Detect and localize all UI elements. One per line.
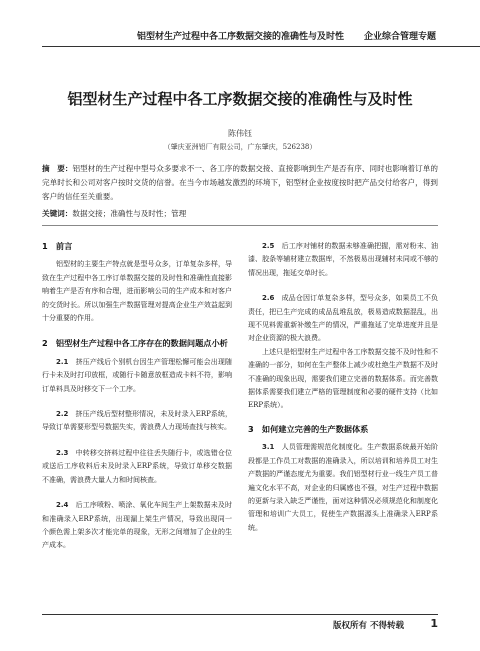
item-text: 挤压产线后个别机台因生产管理松懈可能会出现随行卡未及时打印放框，或随行卡随意放框造成卡料不符，影响订单料具及时移交下一个工序。: [42, 357, 233, 393]
article-affiliation: （肇庆亚洲铝厂有限公司，广东肇庆，526238）: [163, 143, 317, 151]
section-heading-3: 3 如何建立完善的生产数据体系: [248, 423, 369, 434]
item-text: 后工序对铺材的数据未够准确把握，需对粉末、油漆、胶条等辅材建立数据库，不然极易出现辅材未同或不够的情况出现，拖延交单时长。: [248, 242, 439, 277]
item-text: 挤压产线后型材整形情况，未及时录入ERP系统，导致订单需要形型号数据失实，需浪费人力现场查找与核实。: [42, 410, 233, 432]
paragraph-2-1: [42, 356, 232, 396]
right-column: [248, 240, 438, 535]
item-number: 3.1: [262, 443, 275, 452]
paragraph-3-1: [248, 441, 438, 535]
running-header: [0, 28, 480, 50]
header-title: 铝型材生产过程中各工序数据交接的准确性与及时性: [137, 32, 345, 42]
article-author: 陈伟钰: [228, 129, 252, 138]
item-text: 中转移交挤料过程中往往丢失随行卡，或选错仓位或送后工序收料后未及时录入ERP系统，导致订单移交数据不准确，需浪费大量人力和时间核查。: [42, 448, 233, 484]
item-number: 2.5: [262, 242, 275, 250]
left-column: [42, 240, 232, 553]
footer-copyright: 版权所有 不得转载: [333, 621, 404, 631]
item-number: 2.4: [56, 501, 69, 510]
keywords: [42, 207, 438, 221]
paragraph-summary: 上述只是铝型材生产过程中各工序数据交接不及时性和不准确的一部分，如何在生产整体上减少或杜绝生产数据不及时不准确的现象出现，需要我们建立完善的数据体系。而完善数据体系需要我们建立严格的管理制度和必要的硬件支持（比如ERP系统）。: [248, 347, 438, 410]
paragraph-2-2: [42, 408, 232, 435]
article-title: 铝型材生产过程中各工序数据交接的准确性与及时性: [67, 90, 413, 108]
header-bar: [42, 28, 480, 47]
abstract-divider: [42, 225, 438, 226]
page-number: 1: [430, 617, 438, 630]
paragraph-2-6: [248, 292, 438, 346]
paragraph-2-3: [42, 447, 232, 487]
paragraph-2-4: [42, 499, 232, 553]
abstract: [42, 162, 438, 204]
keywords-text: 数据交接；准确性与及时性；管理: [72, 209, 187, 218]
section-heading-1: 1 前言: [42, 241, 73, 251]
item-text: 成品仓因订单复杂多样，型号众多，如果员工不负责任，把已生产完成的成品乱堆乱放，极易造成数据混乱，出现不见料需重新补缴生产的情况，严重拖延了完单进度并且是对企业资源的极大浪费。: [248, 294, 439, 343]
header-section: 企业综合管理专题: [364, 32, 437, 42]
item-number: 2.1: [56, 357, 69, 366]
paragraph-2-5: [248, 240, 438, 280]
item-text: 后工序喷粉、喷涂、氧化车间生产上架数据未及时和准确录入ERP系统，出现漏上架生产情况，导致出现同一个颜色需上架多次才能完单的现象，无形之间增加了企业的生产成本。: [42, 501, 233, 550]
page-footer: [42, 614, 438, 633]
abstract-text: 铝型材的生产过程中型号众多要求不一、各工序的数据交接、直接影响到生产是否有序、同时也影响着订单的完单时长和公司对客户按时交货的信誉。在当今市场越发激烈的环境下，铝型材企业按度按时把产品交付给客户，得到客户的信任至关重要。: [42, 164, 438, 201]
section-heading-2: 2 铝型材生产过程中各工序存在的数据问题点小析: [42, 338, 228, 349]
abstract-label: 摘 要：: [42, 164, 73, 173]
keywords-label: 关键词：: [42, 209, 73, 218]
paragraph-intro: 铝型材的主要生产特点就是型号众多，订单复杂多样，导致在生产过程中各工序订单数据交接的及时性和准确性直接影响着生产是否有序和合理，进而影响公司的生产成本和对客户的交货时长。所以加强生产数据管理对提高企业生产效益起到十分重要的作用。: [42, 260, 232, 323]
item-number: 2.2: [56, 410, 69, 419]
item-text: 人员管理需规范化制度化。生产数据系统最开始阶段都是工作员工对数据的准确录入，所以培训和培养员工对生产数据的严谨态度尤为重要。我们铝型材行业一线生产员工普遍文化水平不高，对企业的归属感也不强，对生产过程中数据的更新与录入缺乏严谨性，面对这种情况必须规范化和制度化管理和培训广大员工，促使生产数据源头上准确录入ERP系统。: [248, 443, 439, 532]
item-number: 2.3: [56, 448, 69, 457]
item-number: 2.6: [262, 294, 275, 303]
